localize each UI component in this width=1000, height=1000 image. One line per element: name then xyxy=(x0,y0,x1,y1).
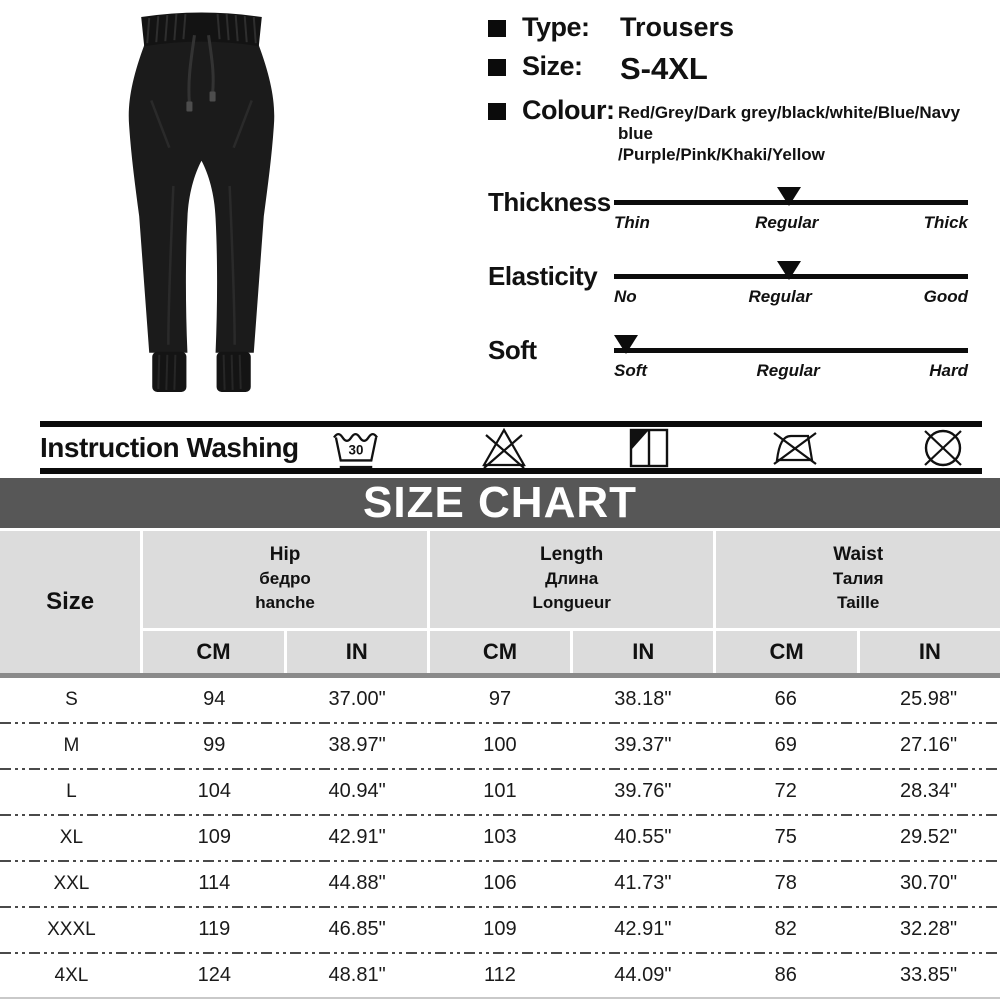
colour-value-line1: Red/Grey/Dark grey/black/white/Blue/Navy blue xyxy=(618,103,961,143)
product-info xyxy=(488,12,993,173)
size-chart-title-band xyxy=(0,478,1000,528)
elasticity-title: Elasticity xyxy=(488,261,598,291)
size-row xyxy=(488,51,993,87)
cell: 109 xyxy=(483,918,517,940)
unit-header: IN xyxy=(860,631,1000,673)
row-size: 4XL xyxy=(54,964,89,986)
header-waist xyxy=(716,531,1000,628)
cell: 114 xyxy=(198,872,231,894)
thickness-slider xyxy=(488,183,984,257)
cell: 97 xyxy=(488,688,512,710)
cell: 119 xyxy=(198,918,231,940)
hip-en: Hip xyxy=(269,544,301,565)
svg-text:30: 30 xyxy=(348,442,364,458)
cell: 39.37" xyxy=(614,734,672,756)
unit-header: CM xyxy=(716,631,856,673)
cell: 106 xyxy=(483,872,517,894)
row-size: M xyxy=(63,734,80,756)
cell: 78 xyxy=(774,872,797,894)
dry-in-shade-icon xyxy=(626,426,672,470)
cell: 103 xyxy=(483,826,517,848)
soft-label-left: Soft xyxy=(614,361,648,380)
thickness-title: Thickness xyxy=(488,187,611,217)
cell: 104 xyxy=(197,780,231,802)
cell: 30.70" xyxy=(899,872,958,894)
colour-value xyxy=(618,102,993,165)
cell: 40.55" xyxy=(614,826,672,848)
table-row xyxy=(0,816,1000,859)
colour-value-line2: /Purple/Pink/Khaki/Yellow xyxy=(618,145,825,164)
cell: 29.52" xyxy=(899,826,958,848)
cell: 124 xyxy=(197,964,231,986)
colour-row xyxy=(488,95,993,165)
cell: 109 xyxy=(197,826,231,848)
size-value: S-4XL xyxy=(620,51,708,86)
row-size: S xyxy=(65,688,78,710)
cell: 33.85" xyxy=(899,964,958,986)
soft-marker-icon xyxy=(614,335,638,354)
cell: 82 xyxy=(774,918,797,940)
table-row xyxy=(0,908,1000,951)
cell: 42.91" xyxy=(614,918,672,940)
soft-label-right: Hard xyxy=(929,361,968,380)
elasticity-marker-icon xyxy=(777,261,801,280)
row-size: XXL xyxy=(53,872,90,894)
waist-en: Waist xyxy=(833,544,884,565)
size-chart-title: SIZE CHART xyxy=(363,478,637,527)
length-fr: Longueur xyxy=(532,593,611,612)
size-chart-header xyxy=(0,531,1000,678)
elasticity-label-mid: Regular xyxy=(748,287,812,306)
cell: 38.18" xyxy=(614,688,672,710)
table-end-line xyxy=(0,997,1000,999)
cell: 32.28" xyxy=(899,918,958,940)
bullet-square-icon xyxy=(488,103,506,120)
wash-30-icon xyxy=(330,426,382,470)
colour-label: Colour: xyxy=(522,95,615,125)
header-length xyxy=(430,531,714,628)
soft-title: Soft xyxy=(488,335,537,365)
unit-header: IN xyxy=(287,631,427,673)
hip-fr: hanche xyxy=(255,593,315,612)
thickness-track xyxy=(614,200,968,205)
cell: 94 xyxy=(203,688,226,710)
bullet-square-icon xyxy=(488,59,506,76)
cell: 27.16" xyxy=(899,734,958,756)
table-row xyxy=(0,954,1000,997)
cell: 99 xyxy=(203,734,226,756)
soft-slider xyxy=(488,331,984,405)
do-not-bleach-icon xyxy=(479,426,529,470)
size-label: Size: xyxy=(522,51,583,81)
elasticity-label-right: Good xyxy=(923,287,968,306)
unit-header: CM xyxy=(143,631,283,673)
cell: 101 xyxy=(483,780,517,802)
divider-bar xyxy=(40,468,982,474)
cell: 44.88" xyxy=(328,872,386,894)
thickness-marker-icon xyxy=(777,187,801,206)
header-size: Size xyxy=(0,531,140,673)
thickness-label-right: Thick xyxy=(923,213,968,232)
elasticity-slider xyxy=(488,257,984,331)
row-size: XXXL xyxy=(47,918,96,940)
cell: 46.85" xyxy=(328,918,386,940)
row-size: L xyxy=(66,780,77,802)
cell: 44.09" xyxy=(614,964,672,986)
do-not-iron-icon xyxy=(769,426,821,470)
cell: 75 xyxy=(774,826,797,848)
type-label: Type: xyxy=(522,12,590,42)
cell: 100 xyxy=(483,734,517,756)
trousers-image xyxy=(103,5,300,397)
thickness-label-left: Thin xyxy=(614,213,650,232)
unit-header: IN xyxy=(573,631,713,673)
length-en: Length xyxy=(539,544,604,565)
washing-instructions xyxy=(40,427,982,468)
soft-label-mid: Regular xyxy=(756,361,820,380)
cell: 37.00" xyxy=(328,688,386,710)
header-hip xyxy=(143,531,427,628)
cell: 38.97" xyxy=(328,734,386,756)
cell: 69 xyxy=(774,734,797,756)
cell: 72 xyxy=(774,780,797,802)
thickness-label-mid: Regular xyxy=(755,213,819,232)
table-row xyxy=(0,770,1000,813)
waist-ru: Талия xyxy=(832,569,884,588)
do-not-dry-clean-icon xyxy=(918,426,968,470)
elasticity-track xyxy=(614,274,968,279)
soft-track xyxy=(614,348,968,353)
cell: 41.73" xyxy=(614,872,672,894)
product-photo xyxy=(103,5,300,397)
length-ru: Длина xyxy=(545,569,599,588)
cell: 66 xyxy=(774,688,797,710)
cell: 86 xyxy=(774,964,797,986)
type-row xyxy=(488,12,993,43)
cell: 42.91" xyxy=(328,826,386,848)
cell: 40.94" xyxy=(328,780,386,802)
table-row xyxy=(0,862,1000,905)
table-row xyxy=(0,724,1000,767)
cell: 25.98" xyxy=(899,688,958,710)
waist-fr: Taille xyxy=(837,593,880,612)
cell: 28.34" xyxy=(899,780,958,802)
cell: 39.76" xyxy=(614,780,672,802)
cell: 112 xyxy=(484,964,516,986)
table-row xyxy=(0,678,1000,721)
cell: 48.81" xyxy=(328,964,386,986)
elasticity-label-left: No xyxy=(614,287,637,306)
size-chart-body xyxy=(0,678,1000,999)
unit-header: CM xyxy=(430,631,570,673)
bullet-square-icon xyxy=(488,20,506,37)
type-value: Trousers xyxy=(620,12,735,42)
row-size: XL xyxy=(59,826,84,848)
attribute-sliders xyxy=(488,183,984,405)
washing-label: Instruction Washing xyxy=(40,431,299,463)
hip-ru: бедро xyxy=(259,569,311,588)
